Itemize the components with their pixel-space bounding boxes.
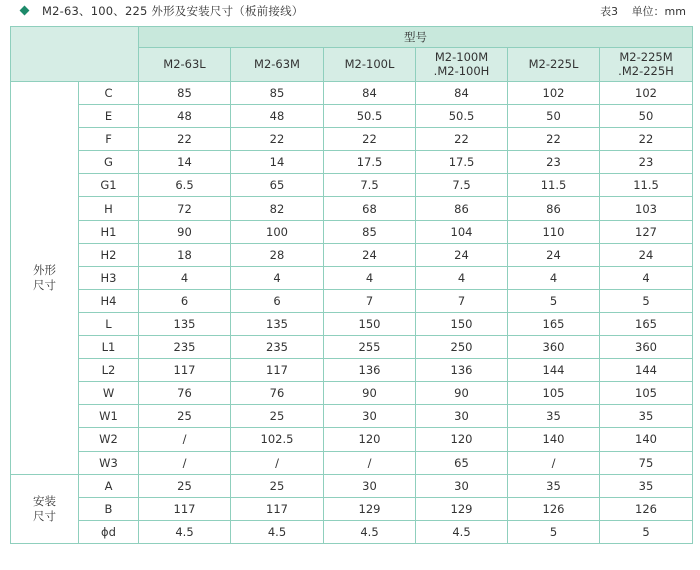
dimension-value-cell: 360 [600,336,693,359]
dimension-value-cell: 144 [508,359,600,382]
dimension-value-cell: 18 [139,243,231,266]
dimension-value-cell: 25 [139,474,231,497]
model-name [163,58,205,71]
dimension-value-cell: 4.5 [416,520,508,543]
table-row [11,405,693,428]
dimension-value-cell: 126 [600,497,693,520]
dimension-value-cell: 4 [508,266,600,289]
dimension-value-cell: 14 [231,151,324,174]
table-row [11,382,693,405]
dimension-value-cell: 17.5 [416,151,508,174]
dimension-value-cell: 7.5 [416,174,508,197]
dimension-value-cell: 4.5 [324,520,416,543]
dimension-value-cell: 4 [416,266,508,289]
dimension-value-cell: 22 [231,128,324,151]
dimension-value-cell: 165 [508,312,600,335]
model-name-cell [231,48,324,82]
dimension-value-cell: 50 [508,105,600,128]
dimension-value-cell: 110 [508,220,600,243]
dimension-value-cell: 24 [600,243,693,266]
dimension-value-cell: 30 [324,405,416,428]
dimension-value-cell: 76 [231,382,324,405]
dimension-value-cell: 135 [139,312,231,335]
header-row-model [11,27,693,48]
dimension-value-cell: / [508,451,600,474]
dimension-value-cell: 50 [600,105,693,128]
dimension-code-cell: W1 [79,405,139,428]
model-name-line: M2-63M [254,57,300,72]
dimension-value-cell: 129 [416,497,508,520]
dimension-value-cell: 136 [416,359,508,382]
dimension-value-cell: 235 [231,336,324,359]
dimension-value-cell: 85 [139,82,231,105]
dimension-value-cell: 250 [416,336,508,359]
table-title: M2-63、100、225 外形及安装尺寸（板前接线） [42,4,304,18]
dimension-value-cell: 24 [416,243,508,266]
table-row [11,474,693,497]
dimension-value-cell: 103 [600,197,693,220]
table-row [11,289,693,312]
dimension-value-cell: 117 [139,497,231,520]
dimension-code-cell: F [79,128,139,151]
dimension-value-cell: 120 [324,428,416,451]
model-name [529,58,579,71]
dimension-value-cell: 48 [231,105,324,128]
table-number: 表3 [600,5,619,18]
dimension-code-cell: H4 [79,289,139,312]
model-name [618,51,674,77]
model-name-line: M2-225L [528,57,579,72]
dimension-value-cell: 24 [324,243,416,266]
dimension-value-cell: 84 [324,82,416,105]
dimension-value-cell: 23 [600,151,693,174]
table-row [11,243,693,266]
dimension-value-cell: 35 [508,405,600,428]
dimension-code-cell: L [79,312,139,335]
dimension-value-cell: 5 [600,520,693,543]
dimension-value-cell: 76 [139,382,231,405]
dimension-value-cell: / [231,451,324,474]
dimension-value-cell: 65 [416,451,508,474]
dimension-value-cell: 104 [416,220,508,243]
table-row [11,336,693,359]
table-row [11,220,693,243]
dimension-value-cell: 117 [139,359,231,382]
dimension-code-cell: L1 [79,336,139,359]
dimension-value-cell: 7 [324,289,416,312]
dimension-value-cell: 30 [416,474,508,497]
dimension-code-cell: A [79,474,139,497]
dimension-value-cell: 127 [600,220,693,243]
dimension-value-cell: 90 [139,220,231,243]
dimension-code-cell: W [79,382,139,405]
dimension-code-cell: G [79,151,139,174]
dimension-value-cell: 85 [324,220,416,243]
dimension-value-cell: 84 [416,82,508,105]
table-row [11,451,693,474]
dimension-code-cell: L2 [79,359,139,382]
dimension-value-cell: 102.5 [231,428,324,451]
dimension-value-cell: 86 [416,197,508,220]
dimension-code-cell: C [79,82,139,105]
dimension-value-cell: 22 [324,128,416,151]
group-label-cell [11,82,79,475]
dimension-value-cell: 117 [231,359,324,382]
dimension-value-cell: 75 [600,451,693,474]
dimension-code-cell: W3 [79,451,139,474]
model-name-line: M2-100L [344,57,395,72]
dimension-value-cell: 30 [324,474,416,497]
dimension-value-cell: 82 [231,197,324,220]
table-row [11,174,693,197]
dimension-value-cell: 4 [324,266,416,289]
dimension-value-cell: 35 [600,405,693,428]
header-corner-cell [11,27,139,82]
dimension-value-cell: 5 [508,289,600,312]
dimension-value-cell: 22 [416,128,508,151]
model-name-line: M2-225M [619,50,673,65]
dimension-value-cell: 25 [231,474,324,497]
model-name-cell [416,48,508,82]
model-name-line: M2-100M [434,50,489,65]
table-row [11,266,693,289]
model-name-cell [324,48,416,82]
dimension-code-cell: W2 [79,428,139,451]
dimension-value-cell: 24 [508,243,600,266]
dimension-value-cell: 102 [600,82,693,105]
dimension-value-cell: 102 [508,82,600,105]
dimension-value-cell: 7.5 [324,174,416,197]
table-row [11,428,693,451]
model-name-cell [508,48,600,82]
table-row [11,151,693,174]
dimension-value-cell: 72 [139,197,231,220]
dimension-code-cell: ϕd [79,520,139,543]
dimension-value-cell: 35 [508,474,600,497]
dimension-value-cell: 4.5 [139,520,231,543]
dimensions-table [10,26,693,544]
model-name [254,58,300,71]
dimension-value-cell: 144 [600,359,693,382]
dimension-value-cell: 255 [324,336,416,359]
page-header [0,0,700,24]
dimension-value-cell: 22 [600,128,693,151]
dimension-value-cell: 136 [324,359,416,382]
model-name-cell [139,48,231,82]
dimension-value-cell: 14 [139,151,231,174]
dimension-value-cell: 105 [508,382,600,405]
dimension-value-cell: 22 [139,128,231,151]
dimension-value-cell: 135 [231,312,324,335]
dimension-value-cell: 129 [324,497,416,520]
model-name-line: M2-63L [163,57,206,72]
model-name [434,51,490,77]
dimension-value-cell: 23 [508,151,600,174]
dimension-code-cell: E [79,105,139,128]
model-name-cell [600,48,693,82]
dimension-value-cell: 150 [324,312,416,335]
dimension-value-cell: 117 [231,497,324,520]
dimension-value-cell: 140 [600,428,693,451]
dimension-value-cell: 17.5 [324,151,416,174]
table-row [11,312,693,335]
dimension-value-cell: 86 [508,197,600,220]
table-row [11,128,693,151]
dimension-value-cell: / [324,451,416,474]
dimension-value-cell: 4 [139,266,231,289]
dimension-value-cell: 25 [231,405,324,428]
dimension-value-cell: 25 [139,405,231,428]
dimension-value-cell: 120 [416,428,508,451]
dimension-value-cell: 126 [508,497,600,520]
dimension-value-cell: / [139,451,231,474]
table-row [11,82,693,105]
dimension-value-cell: 4 [600,266,693,289]
group-label-line: 外形 [33,263,56,278]
group-label-cell [11,474,79,543]
model-header-cell: 型号 [139,27,693,48]
model-name-line: .M2-100H [433,63,490,78]
table-row [11,359,693,382]
dimension-value-cell: / [139,428,231,451]
dimension-value-cell: 90 [416,382,508,405]
dimension-value-cell: 105 [600,382,693,405]
dimension-value-cell: 150 [416,312,508,335]
dimension-value-cell: 65 [231,174,324,197]
group-label-line: 尺寸 [33,277,56,292]
dimension-value-cell: 50.5 [324,105,416,128]
dimension-value-cell: 90 [324,382,416,405]
model-name-line: .M2-225H [618,63,674,78]
dimension-value-cell: 35 [600,474,693,497]
dimension-value-cell: 85 [231,82,324,105]
table-row [11,520,693,543]
dimension-value-cell: 6 [139,289,231,312]
model-name [345,58,395,71]
dimension-code-cell: H2 [79,243,139,266]
dimension-value-cell: 30 [416,405,508,428]
table-note [600,3,686,19]
dimension-code-cell: H3 [79,266,139,289]
dimension-code-cell: G1 [79,174,139,197]
dimension-value-cell: 4.5 [231,520,324,543]
table-row [11,197,693,220]
dimension-value-cell: 235 [139,336,231,359]
dimension-code-cell: H1 [79,220,139,243]
dimension-value-cell: 48 [139,105,231,128]
unit-label: 单位：mm [631,5,686,18]
table-row [11,105,693,128]
dimension-value-cell: 165 [600,312,693,335]
group-label-line: 尺寸 [33,508,56,523]
dimension-code-cell: B [79,497,139,520]
dimension-value-cell: 11.5 [508,174,600,197]
dimension-value-cell: 360 [508,336,600,359]
dimension-value-cell: 100 [231,220,324,243]
dimension-value-cell: 5 [600,289,693,312]
group-label-line: 安装 [33,494,56,509]
dimension-value-cell: 28 [231,243,324,266]
dimension-value-cell: 7 [416,289,508,312]
diamond-bullet-icon [20,6,30,16]
dimension-value-cell: 4 [231,266,324,289]
dimension-value-cell: 22 [508,128,600,151]
dimension-value-cell: 11.5 [600,174,693,197]
dimension-value-cell: 68 [324,197,416,220]
dimension-value-cell: 6 [231,289,324,312]
dimension-value-cell: 5 [508,520,600,543]
dimension-value-cell: 140 [508,428,600,451]
dimension-code-cell: H [79,197,139,220]
dimension-value-cell: 50.5 [416,105,508,128]
table-row [11,497,693,520]
dimension-value-cell: 6.5 [139,174,231,197]
